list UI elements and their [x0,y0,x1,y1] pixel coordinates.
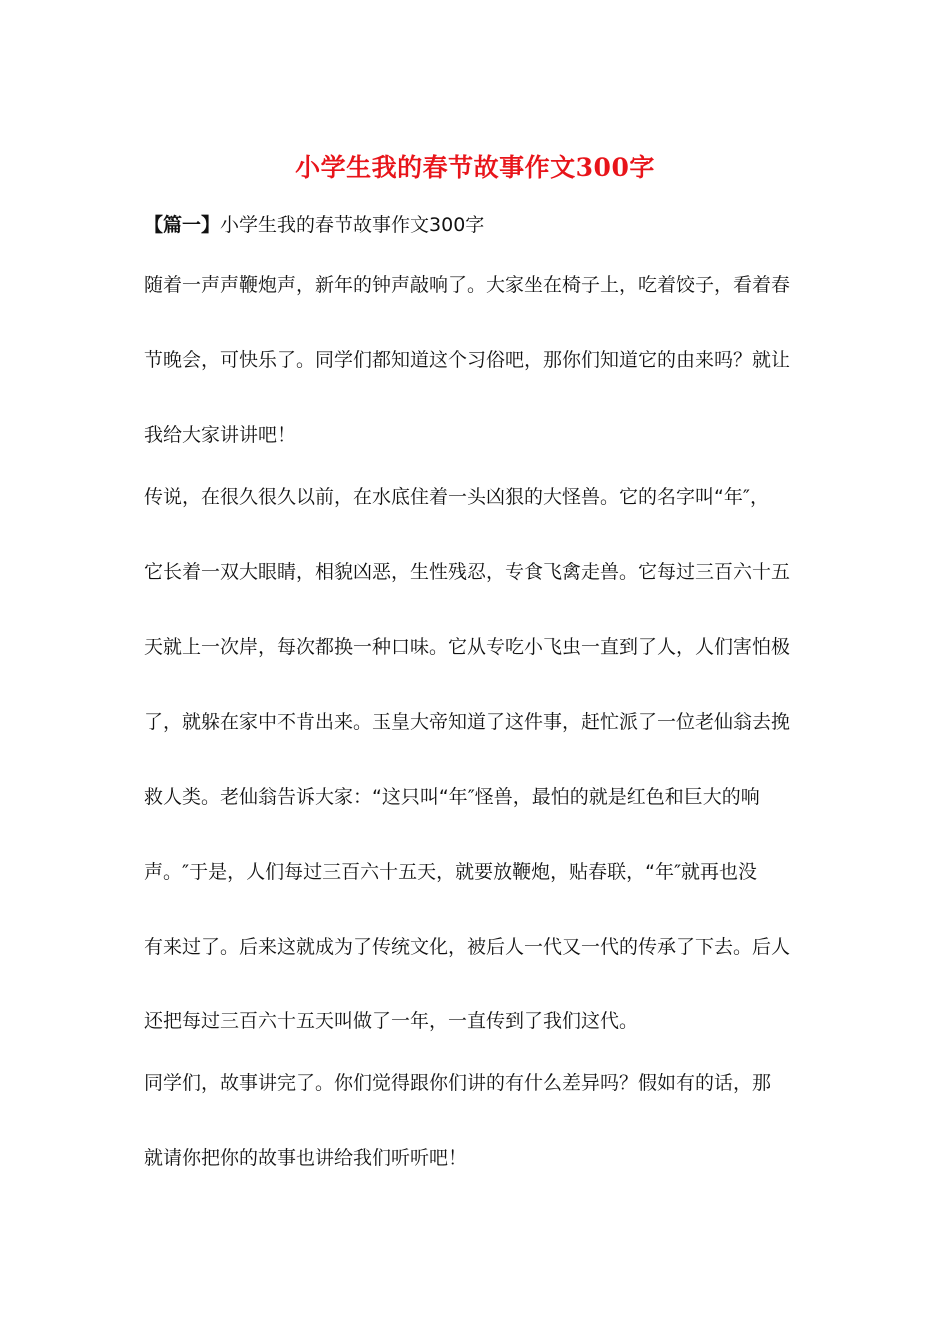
body-line: 了，就躲在家中不肯出来。玉皇大帝知道了这件事，赶忙派了一位老仙翁去挽 [144,711,791,733]
body-line: 它长着一双大眼睛，相貌凶恶，生性残忍，专食飞禽走兽。它每过三百六十五 [144,561,791,583]
body-line: 天就上一次岸，每次都换一种口味。它从专吃小飞虫一直到了人，人们害怕极 [144,636,791,658]
body-line: 我给大家讲讲吧！ [144,424,297,446]
section-heading [144,210,484,240]
body-line: 声。″于是，人们每过三百六十五天，就要放鞭炮，贴春联，“年″就再也没 [144,861,758,883]
body-line: 还把每过三百六十五天叫做了一年，一直传到了我们这代。 [144,1010,639,1032]
body-line: 就请你把你的故事也讲给我们听听吧！ [144,1147,468,1169]
body-line: 同学们，故事讲完了。你们觉得跟你们讲的有什么差异吗？假如有的话，那 [144,1072,772,1094]
document-title: 小学生我的春节故事作文300字 [295,153,655,182]
body-line: 节晚会，可快乐了。同学们都知道这个习俗吧，那你们知道它的由来吗？就让 [144,349,791,371]
section-title: 小学生我的春节故事作文300字 [220,214,485,236]
body-line: 传说，在很久很久以前，在水底住着一头凶狠的大怪兽。它的名字叫“年″， [144,486,769,508]
body-line: 救人类。老仙翁告诉大家：“这只叫“年″怪兽，最怕的就是红色和巨大的响 [144,786,760,808]
body-line: 有来过了。后来这就成为了传统文化，被后人一代又一代的传承了下去。后人 [144,936,791,958]
section-marker: 【篇一】 [144,214,221,236]
body-line: 随着一声声鞭炮声，新年的钟声敲响了。大家坐在椅子上，吃着饺子，看着春 [144,274,791,296]
